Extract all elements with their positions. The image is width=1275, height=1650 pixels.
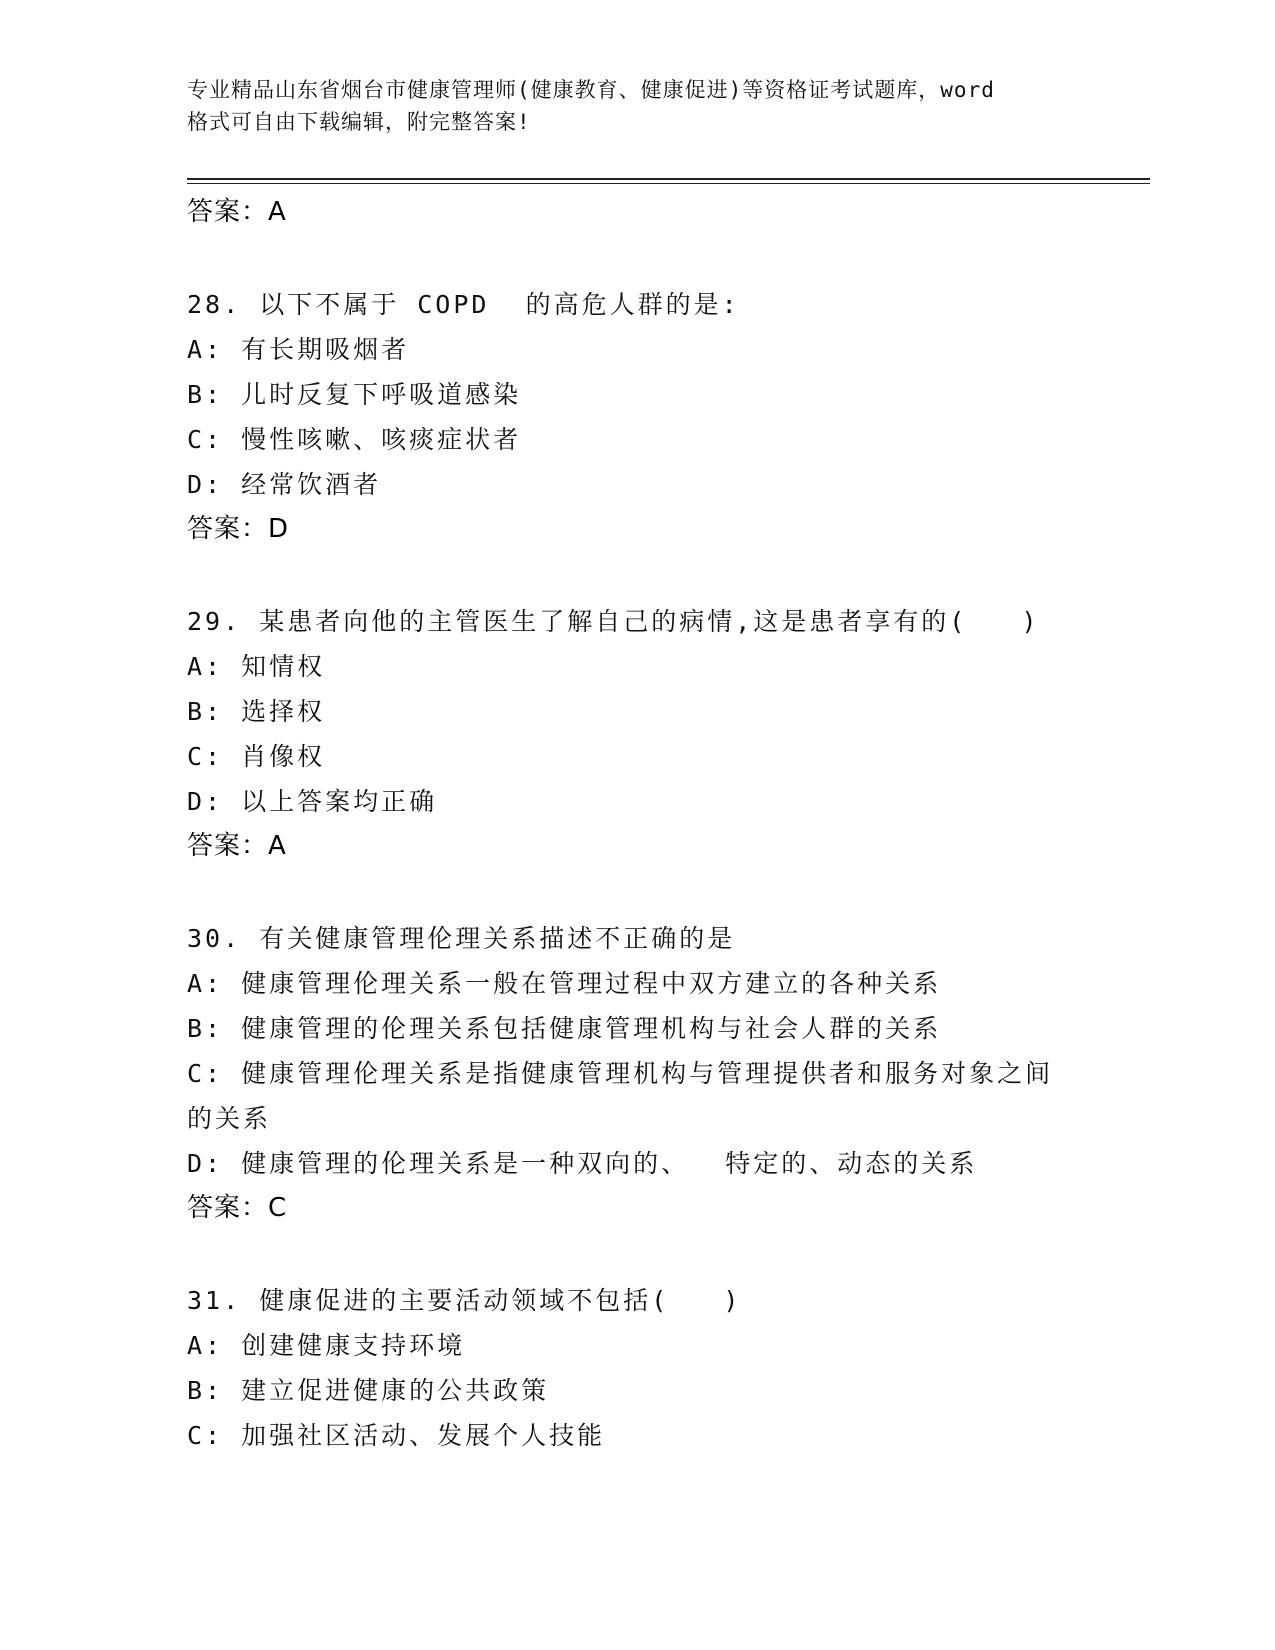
page-header — [187, 74, 1087, 138]
option-b: B: 儿时反复下呼吸道感染 — [187, 380, 522, 409]
option-c: C: 加强社区活动、发展个人技能 — [187, 1421, 606, 1450]
question-stem: 28. 以下不属于 COPD 的高危人群的是: — [187, 290, 740, 319]
option-b: B: 选择权 — [187, 697, 326, 726]
question-stem: 31. 健康促进的主要活动领域不包括( ) — [187, 1286, 742, 1315]
option-c: C: 慢性咳嗽、咳痰症状者 — [187, 425, 522, 454]
option-c: C: 健康管理伦理关系是指健康管理机构与管理提供者和服务对象之间的关系 — [187, 1059, 1054, 1133]
option-d: D: 经常饮酒者 — [187, 470, 382, 499]
header-line-1: 专业精品山东省烟台市健康管理师(健康教育、健康促进)等资格证考试题库，word — [187, 78, 995, 102]
option-d: D: 健康管理的伦理关系是一种双向的、 特定的、动态的关系 — [187, 1149, 978, 1178]
spacer — [187, 234, 1147, 282]
header-rule-thin — [187, 183, 1150, 184]
question-31 — [187, 1278, 1147, 1458]
question-29 — [187, 599, 1147, 868]
option-b: B: 健康管理的伦理关系包括健康管理机构与社会人群的关系 — [187, 1014, 942, 1043]
answer-30: 答案：C — [187, 1193, 288, 1223]
option-a: A: 创建健康支持环境 — [187, 1331, 466, 1360]
question-stem: 30. 有关健康管理伦理关系描述不正确的是 — [187, 924, 736, 953]
spacer — [187, 868, 1147, 916]
question-list — [187, 190, 1147, 1458]
option-a: A: 有长期吸烟者 — [187, 335, 410, 364]
question-28 — [187, 282, 1147, 551]
header-rule-thick — [187, 178, 1150, 180]
answer-28: 答案：D — [187, 514, 290, 544]
option-b: B: 建立促进健康的公共政策 — [187, 1376, 550, 1405]
question-30 — [187, 916, 1147, 1230]
question-stem: 29. 某患者向他的主管医生了解自己的病情,这是患者享有的( ) — [187, 607, 1040, 636]
option-c: C: 肖像权 — [187, 742, 326, 771]
option-a: A: 健康管理伦理关系一般在管理过程中双方建立的各种关系 — [187, 969, 942, 998]
option-a: A: 知情权 — [187, 652, 326, 681]
answer-27: 答案：A — [187, 197, 287, 227]
spacer — [187, 1230, 1147, 1278]
header-line-2: 格式可自由下载编辑，附完整答案! — [187, 110, 531, 134]
answer-29: 答案：A — [187, 831, 287, 861]
spacer — [187, 551, 1147, 599]
option-d: D: 以上答案均正确 — [187, 787, 438, 816]
